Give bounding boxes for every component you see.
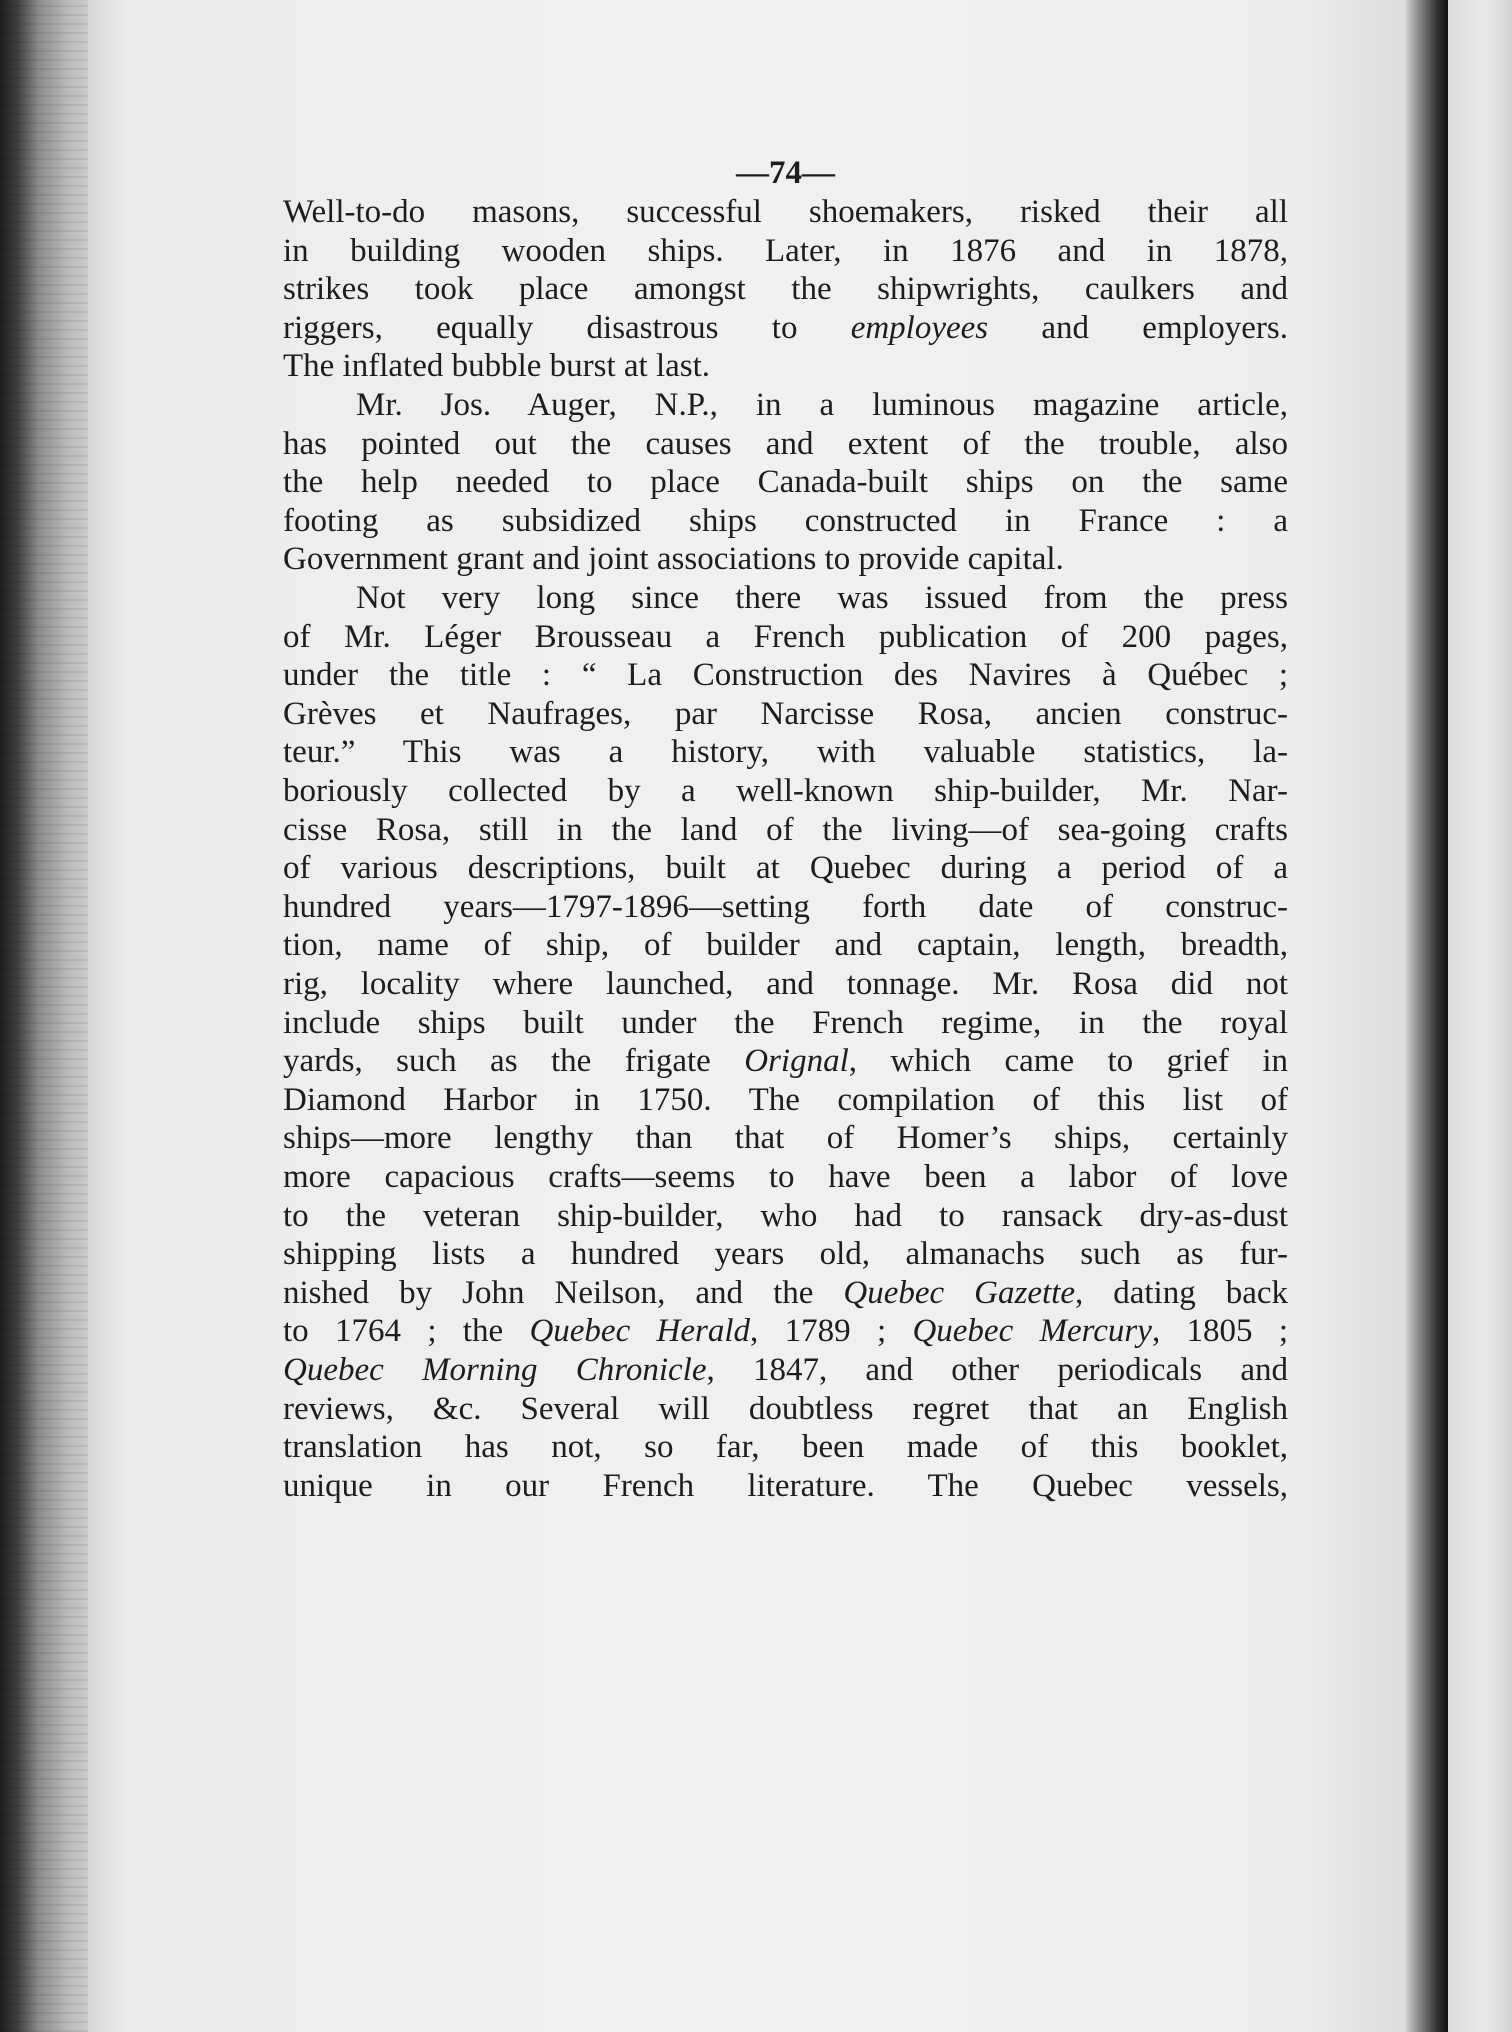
italic-title-text: Orignal (744, 1043, 849, 1080)
line-text: , which came to grief in (848, 1043, 1288, 1080)
line-text: under the title : “ La Construction des Navires à Québec ; (283, 657, 1288, 694)
line-text: Not very long since there was issued from the press (356, 580, 1288, 616)
line-text: Well-to-do masons, successful shoemakers, risked their all (283, 194, 1288, 230)
italic-title-text: Quebec Mercury (912, 1313, 1152, 1350)
line-text: ships—more lengthy than that of Homer’s ships, certainly (283, 1120, 1288, 1157)
line-text: in building wooden ships. Later, in 1876 and in 1878, (283, 232, 1288, 269)
page-number: —74— (736, 155, 835, 191)
line-text: boriously collected by a well-known ship-builder, Mr. Nar- (283, 773, 1288, 809)
line-text: and employers. (988, 309, 1289, 346)
line-text: cisse Rosa, still in the land of the living—of sea-going crafts (283, 811, 1288, 848)
line-text: Grèves et Naufrages, par Narcisse Rosa, ancien construc- (283, 695, 1288, 732)
line-text: the help needed to place Canada-built ships on the same (283, 464, 1288, 501)
line-text: strikes took place amongst the shipwrights, caulkers and (283, 271, 1288, 308)
page-stack-edge (0, 0, 92, 2032)
line-text: , 1789 ; (750, 1313, 913, 1350)
line-text: of various descriptions, built at Quebec during a period of a (283, 850, 1288, 887)
line-text: yards, such as the frigate (283, 1043, 745, 1080)
line-text: nished by John Neilson, and the (283, 1274, 844, 1311)
line-text: , dating back (1074, 1274, 1289, 1311)
line-text: Mr. Jos. Auger, N.P., in a luminous magazine article, (356, 387, 1288, 423)
italic-title-text: employees (850, 309, 989, 346)
text-line (283, 1462, 1288, 1510)
line-text: Diamond Harbor in 1750. The compilation of this list of (283, 1081, 1288, 1118)
italic-title-text: Quebec Gazette (843, 1274, 1075, 1311)
line-text: to 1764 ; the (283, 1313, 530, 1350)
line-text: tion, name of ship, of builder and captain, length, breadth, (283, 927, 1288, 964)
line-text: rig, locality where launched, and tonnage. Mr. Rosa did not (283, 966, 1288, 1002)
line-text: , 1847, and other periodicals and (706, 1352, 1288, 1388)
facing-page-edge (1448, 0, 1512, 2032)
italic-title-text: Quebec Herald (529, 1313, 751, 1350)
line-text: , 1805 ; (1151, 1313, 1289, 1350)
line-text: reviews, &c. Several will doubtless regret that an English (283, 1390, 1288, 1427)
line-text: footing as subsidized ships constructed in France : a (283, 502, 1288, 539)
line-text: of Mr. Léger Brousseau a French publication of 200 pages, (283, 618, 1288, 655)
line-text: unique in our French literature. The Quebec vessels, (283, 1467, 1288, 1504)
line-text: more capacious crafts—seems to have been a labor of love (283, 1159, 1288, 1195)
line-text: has pointed out the causes and extent of the trouble, also (283, 425, 1288, 462)
line-text: teur.” This was a history, with valuable statistics, la- (283, 734, 1288, 771)
line-text: The inflated bubble burst at last. (283, 348, 711, 385)
line-text: Government grant and joint associations to provide capital. (283, 541, 1064, 578)
italic-title-text: Quebec Morning Chronicle (283, 1352, 707, 1388)
line-text: riggers, equally disastrous to (283, 309, 851, 346)
line-text: to the veteran ship-builder, who had to ransack dry-as-dust (283, 1197, 1288, 1234)
line-text: include ships built under the French regime, in the royal (283, 1004, 1288, 1041)
book-gutter (1406, 0, 1448, 2032)
line-text: hundred years—1797-1896—setting forth date of construc- (283, 888, 1288, 925)
line-text: translation has not, so far, been made of this booklet, (283, 1429, 1288, 1466)
line-text: shipping lists a hundred years old, almanachs such as fur- (283, 1236, 1288, 1273)
